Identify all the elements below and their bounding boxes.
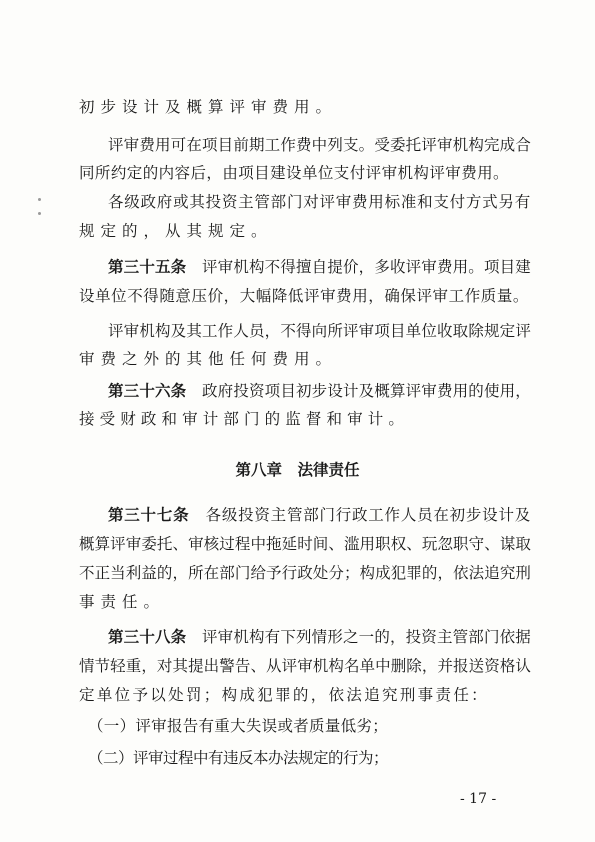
text-run: 接受财政和审计部门的监督和审计。	[79, 410, 409, 428]
text-line-l17	[79, 656, 531, 676]
text-run: 各级投资主管部门行政工作人员在初步设计及	[189, 506, 531, 524]
text-run: 概算评审委托、审核过程中拖延时间、滥用职权、玩忽职守、谋取	[79, 535, 531, 553]
margin-mark	[38, 198, 41, 201]
text-run: 不正当利益的，所在部门给予行政处分；构成犯罪的，依法追究刑	[79, 564, 531, 582]
margin-mark	[38, 212, 41, 215]
text-run: 各级政府或其投资主管部门对评审费用标准和支付方式另有	[108, 193, 531, 211]
text-run: 评审机构不得擅自提价，多收评审费用。项目建	[186, 258, 531, 276]
text-line-l13	[79, 534, 531, 554]
article-number: 第三十六条	[108, 381, 187, 400]
text-run: 情节轻重，对其提出警告、从评审机构名单中删除，并报送资格认	[79, 657, 531, 675]
article-number: 第三十五条	[108, 257, 187, 276]
page-number: - 17 -	[460, 791, 497, 807]
text-run: 定单位予以处罚；构成犯罪的，依法追究刑事责任：	[79, 686, 489, 704]
text-run: 同所约定的内容后，由项目建设单位支付评审机构评审费用。	[79, 164, 509, 182]
text-line-l09	[79, 349, 337, 369]
text-run: 评审费用可在项目前期工作费中列支。受委托评审机构完成合	[108, 136, 531, 154]
text-line-l20	[88, 748, 388, 768]
text-run: 事责任。	[79, 593, 166, 611]
text-line-l11	[79, 409, 409, 429]
text-run: 评审机构及其工作人员，不得向所评审项目单位收取除规定评	[108, 322, 531, 340]
text-run: 初步设计及概算评审费用。	[79, 98, 338, 116]
text-line-l08	[108, 321, 531, 341]
article-number: 第三十七条	[108, 505, 190, 524]
text-line-l06	[108, 257, 531, 277]
text-run: 审费之外的其他任何费用。	[79, 350, 338, 368]
text-run: 设单位不得随意压价，大幅降低评审费用，确保评审工作质量。	[79, 287, 529, 305]
text-line-l19	[88, 716, 388, 736]
text-run: 规定的，从其规定。	[79, 222, 273, 240]
text-run: （一）评审报告有重大失误或者质量低劣；	[88, 717, 388, 735]
text-run: 评审机构有下列情形之一的，投资主管部门依据	[186, 628, 531, 646]
text-run: （二）评审过程中有违反本办法规定的行为；	[88, 749, 388, 767]
text-line-l18	[79, 685, 489, 705]
text-line-l02	[108, 135, 531, 155]
text-line-l05	[79, 221, 273, 241]
text-line-l01	[79, 97, 337, 117]
text-line-l16	[108, 627, 531, 647]
text-line-l10	[108, 381, 531, 401]
text-line-l15	[79, 592, 165, 612]
text-run: 政府投资项目初步设计及概算评审费用的使用，	[186, 382, 531, 400]
text-line-l07	[79, 286, 529, 306]
text-line-l14	[79, 563, 531, 583]
chapter-heading: 第八章 法律责任	[235, 461, 360, 479]
text-line-l04	[108, 192, 531, 212]
text-line-l12	[108, 505, 531, 525]
text-line-l03	[79, 163, 509, 183]
article-number: 第三十八条	[108, 627, 187, 646]
